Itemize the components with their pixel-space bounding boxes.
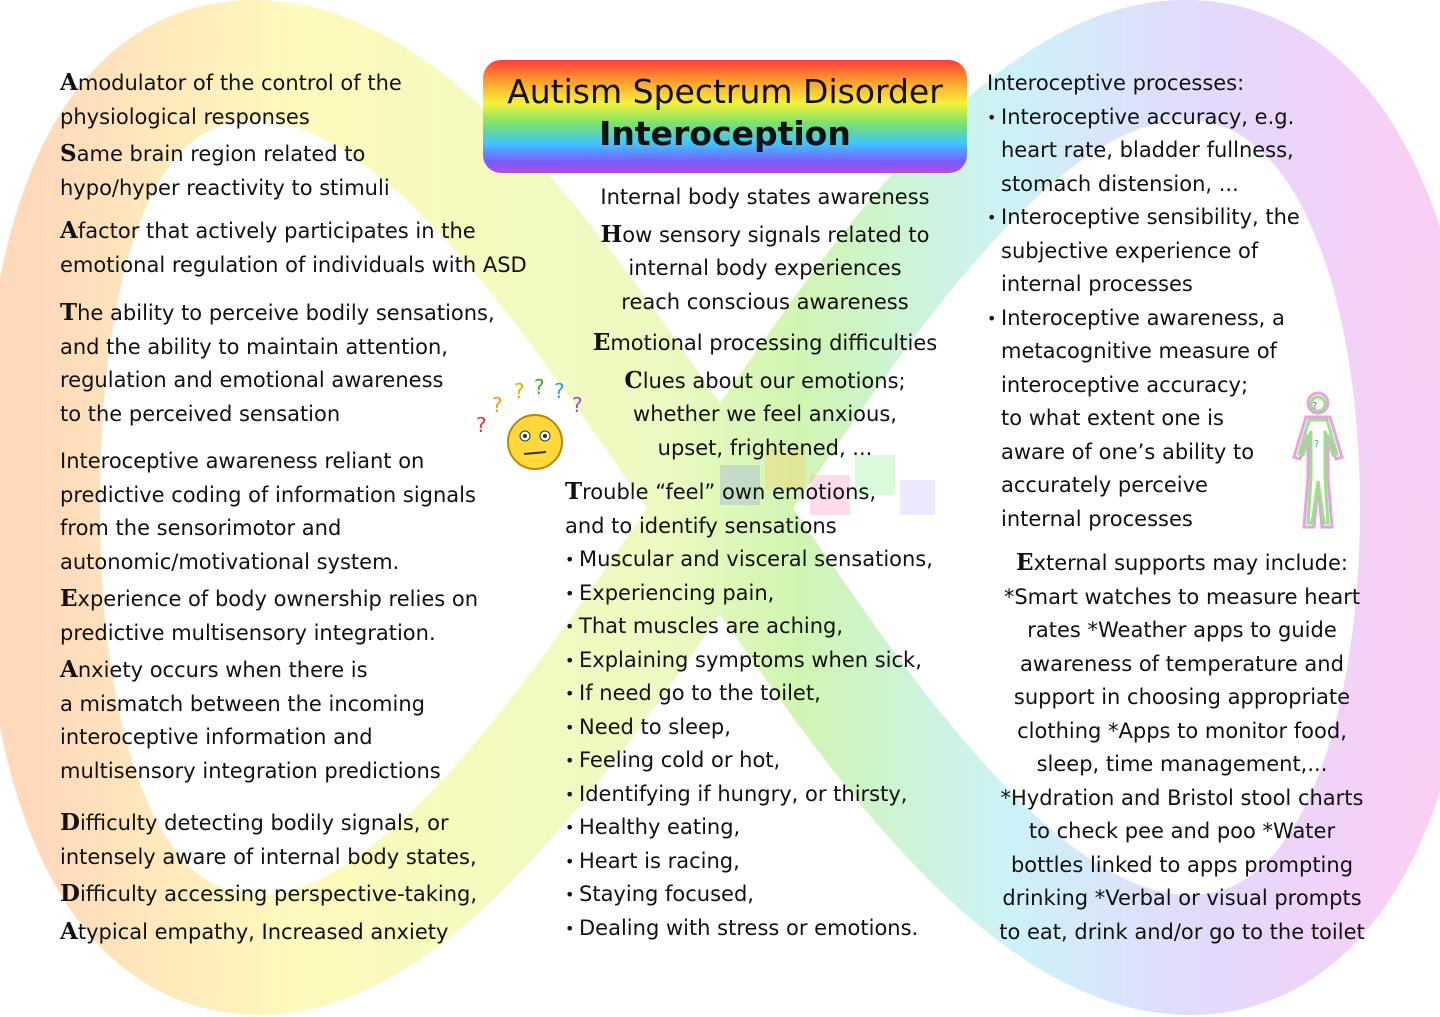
list-item: • Experiencing pain, (565, 580, 775, 605)
list-item: • Explaining symptoms when sick, (565, 647, 922, 672)
middle-block (565, 326, 965, 361)
middle-bullet-list (565, 543, 965, 945)
left-column (60, 66, 570, 949)
block-text: internal body experiences (628, 256, 902, 280)
list-item: • Healthy eating, (565, 815, 741, 839)
drop-cap: T (565, 478, 583, 505)
block-text: ifficulty detecting bodily signals, or (79, 811, 449, 835)
block-text: predictive coding of information signals (60, 482, 476, 507)
drop-cap: A (60, 917, 78, 945)
drop-cap: H (600, 220, 623, 248)
left-block (60, 653, 570, 788)
svg-text:?: ? (572, 393, 583, 417)
block-text: regulation and emotional awareness (60, 368, 444, 392)
title-banner (483, 60, 967, 173)
left-block (60, 445, 570, 579)
middle-column (565, 181, 965, 945)
block-text: xperience of body ownership relies on (77, 587, 479, 611)
list-item: • Muscular and visceral sensations, (565, 547, 933, 571)
svg-text:?: ? (514, 379, 525, 403)
block-text: ifficulty accessing perspective-taking, (79, 882, 478, 906)
list-item: • Interoceptive awareness, a metacognitive measure of interoceptive accuracy; to what extent one is aware of one’s ability to accurately perceive internal processes (987, 305, 1285, 531)
svg-text:?: ? (534, 375, 545, 399)
drop-cap: E (592, 329, 611, 356)
block-text: to the perceived sensation (60, 401, 341, 426)
left-block (60, 806, 570, 874)
middle-block (565, 364, 965, 466)
block-text: upset, frightened, ... (657, 435, 873, 460)
left-block (60, 915, 570, 950)
external-supports: External supports may include: *Smart watches to measure heart rates *Weather apps to guide awareness of temperature and support in choosing appropriate clothing *Apps to monitor food, sleep, time management,... *Hydration and Bristol stool charts to check pee and poo *Water bottles linked to apps prompting drinking *Verbal or visual prompts to eat, drink and/or go to the toilet (999, 549, 1365, 944)
block-text: modulator of the control of the (77, 71, 402, 95)
list-item: • Need to sleep, (565, 714, 731, 739)
block-text: and to identify sensations (565, 513, 837, 538)
svg-text:?: ? (1312, 401, 1318, 412)
list-item: • Identifying if hungry, or thirsty, (565, 781, 908, 806)
middle-block (565, 218, 965, 320)
block-text: factor that actively participates in the (77, 219, 476, 243)
block-text: typical empathy, Increased anxiety (77, 919, 449, 944)
block-text: autonomic/motivational system. (60, 549, 400, 574)
block-text: emotional regulation of individuals with ASD (60, 252, 527, 277)
block-text: Interoceptive awareness reliant on (60, 449, 425, 473)
title-line-2: Interoception (599, 114, 851, 153)
block-text: he ability to perceive bodily sensations, (77, 301, 495, 325)
svg-text:?: ? (1314, 439, 1320, 450)
left-block (60, 877, 570, 912)
drop-cap: A (60, 656, 78, 683)
block-text: and the ability to maintain attention, (60, 334, 448, 359)
right-column (987, 67, 1377, 949)
list-item: • Staying focused, (565, 882, 754, 906)
svg-text:?: ? (554, 379, 565, 403)
left-block (60, 582, 570, 650)
list-item: • Interoceptive accuracy, e.g. heart rate, bladder fullness, stomach distension, ... (987, 104, 1295, 196)
block-text: Internal body states awareness (600, 185, 930, 209)
block-text: predictive multisensory integration. (60, 620, 436, 645)
list-item: • Dealing with stress or emotions. (565, 915, 919, 940)
right-heading: Interoceptive processes: (987, 71, 1245, 95)
block-text: nxiety occurs when there is (77, 658, 368, 682)
block-text: physiological responses (60, 104, 310, 129)
block-text: multisensory integration predictions (60, 758, 441, 783)
block-text: interoceptive information and (60, 725, 373, 749)
block-text: intensely aware of internal body states, (60, 844, 477, 869)
block-text: ow sensory signals related to (622, 222, 930, 247)
block-text: ame brain region related to (76, 142, 366, 166)
drop-cap: D (60, 880, 80, 907)
title-line-1: Autism Spectrum Disorder (507, 72, 943, 111)
list-item: • Heart is racing, (565, 848, 740, 873)
drop-cap: D (60, 809, 80, 836)
drop-cap: A (60, 69, 78, 96)
svg-text:?: ? (476, 413, 487, 437)
left-block (60, 214, 570, 282)
drop-cap: C (624, 366, 643, 394)
drop-cap: A (60, 217, 78, 244)
drop-cap: E (60, 585, 78, 612)
svg-text:?: ? (492, 393, 503, 417)
list-item: • That muscles are aching, (565, 614, 844, 638)
list-item: • Interoceptive sensibility, the subjective experience of internal processes (987, 205, 1300, 296)
block-text: reach conscious awareness (621, 289, 909, 314)
block-text: motional processing difficulties (610, 331, 938, 355)
block-text: hypo/hyper reactivity to stimuli (60, 175, 390, 200)
left-block (60, 296, 570, 431)
block-text: from the sensorimotor and (60, 516, 342, 540)
block-text: a mismatch between the incoming (60, 691, 425, 716)
drop-cap: E (1016, 549, 1034, 576)
list-item: • If need go to the toilet, (565, 681, 821, 705)
block-text: rouble “feel” own emotions, (582, 480, 877, 504)
drop-cap: T (60, 299, 78, 326)
block-text: lues about our emotions; (642, 368, 906, 393)
block-text: whether we feel anxious, (633, 402, 897, 426)
middle-block (565, 181, 965, 215)
drop-cap: S (60, 140, 77, 167)
middle-trouble-block (565, 475, 965, 543)
list-item: • Feeling cold or hot, (565, 748, 781, 772)
